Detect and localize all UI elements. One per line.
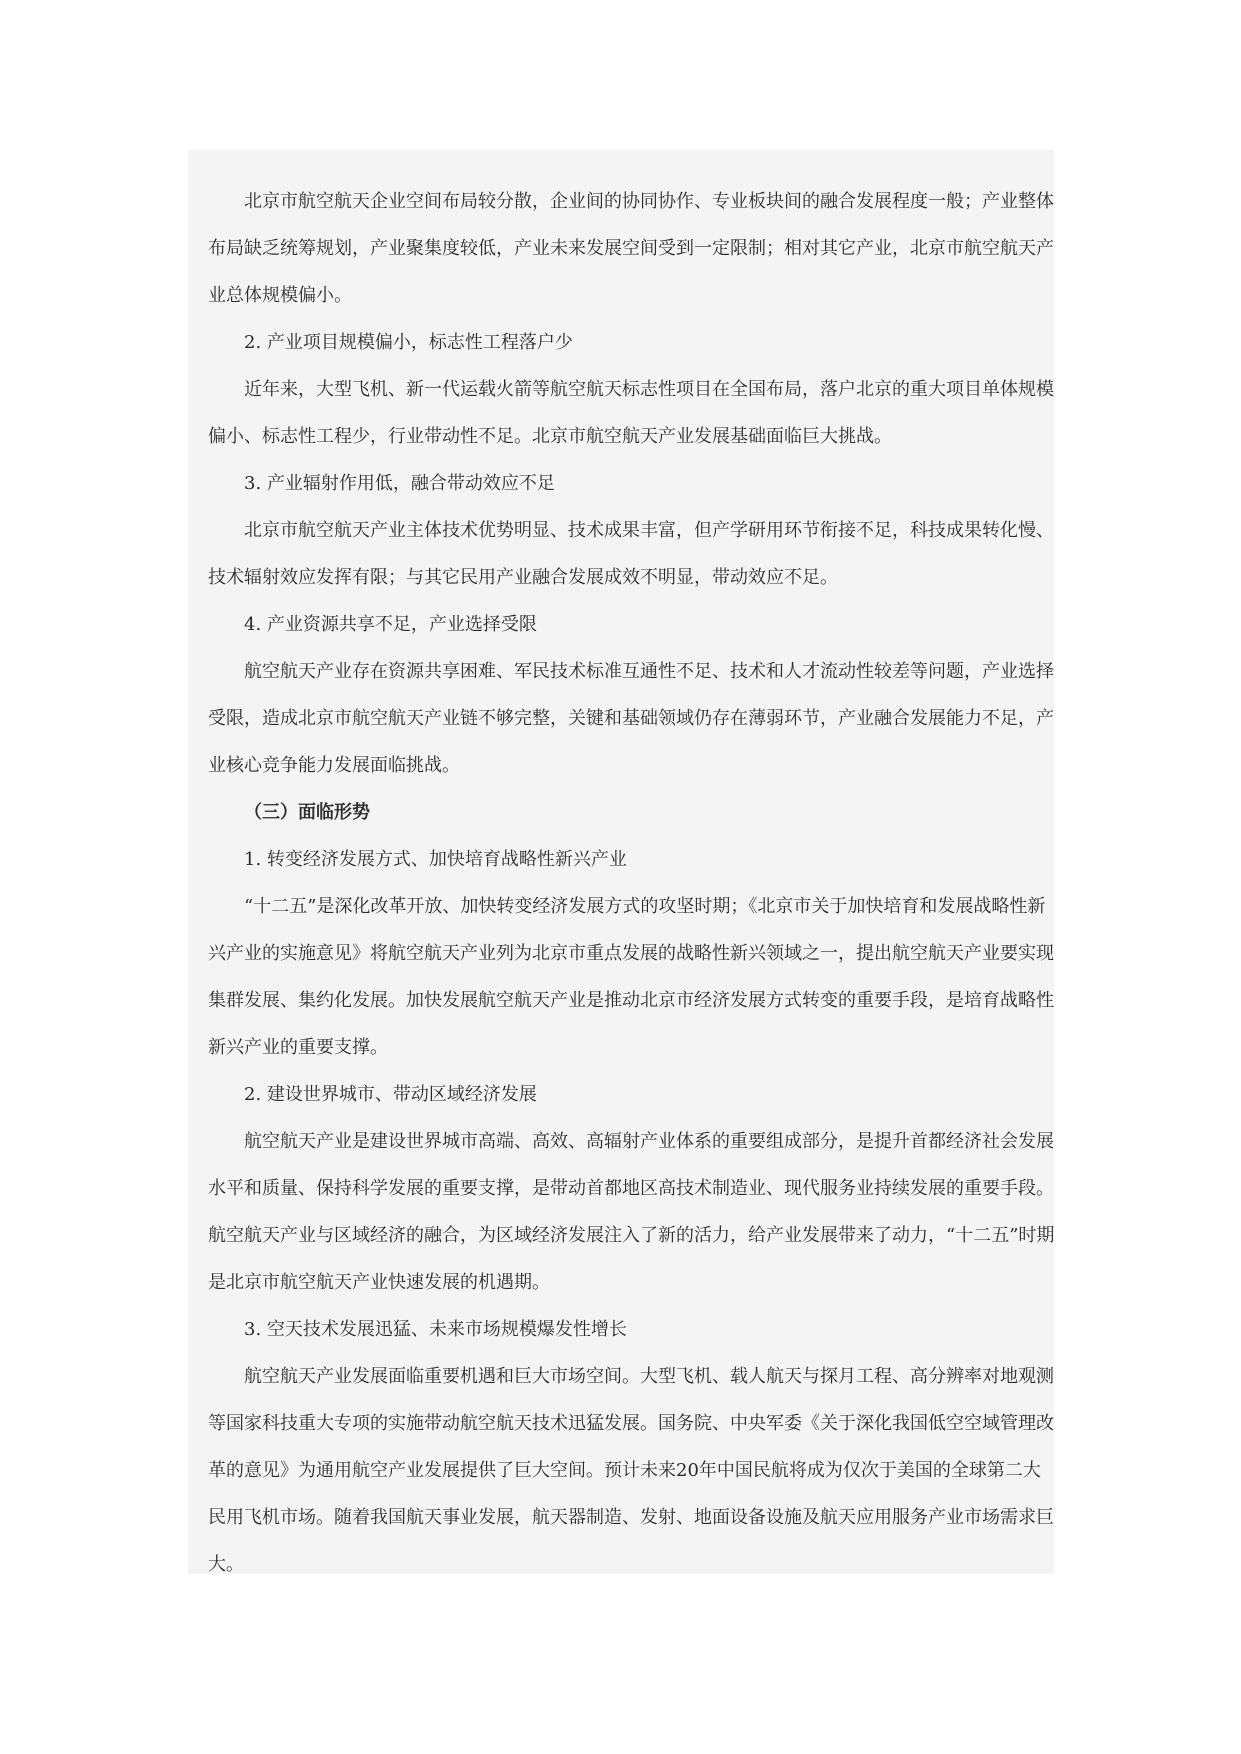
- paragraph: 北京市航空航天企业空间布局较分散，企业间的协同协作、专业板块间的融合发展程度一般；产业整体布局缺乏统筹规划，产业聚集度较低，产业未来发展空间受到一定限制；相对其它产业，北京市航空航天产业总体规模偏小。: [208, 191, 1054, 306]
- paragraph: “十二五”是深化改革开放、加快转变经济发展方式的攻坚时期；《北京市关于加快培育和发展战略性新兴产业的实施意见》将航空航天产业列为北京市重点发展的战略性新兴领域之一，提出航空航天产业要实现集群发展、集约化发展。加快发展航空航天产业是推动北京市经济发展方式转变的重要手段，是培育战略性新兴产业的重要支撑。: [208, 896, 1054, 1058]
- section-heading: （三）面临形势: [244, 802, 370, 823]
- subheading: 2. 产业项目规模偏小，标志性工程落户少: [244, 332, 573, 353]
- subheading: 3. 空天技术发展迅猛、未来市场规模爆发性增长: [244, 1319, 627, 1340]
- paragraph: 北京市航空航天产业主体技术优势明显、技术成果丰富，但产学研用环节衔接不足，科技成果转化慢、技术辐射效应发挥有限；与其它民用产业融合发展成效不明显，带动效应不足。: [208, 520, 1054, 588]
- paragraph: 航空航天产业发展面临重要机遇和巨大市场空间。大型飞机、载人航天与探月工程、高分辨率对地观测等国家科技重大专项的实施带动航空航天技术迅猛发展。国务院、中央军委《关于深化我国低空空域管理改革的意见》为通用航空产业发展提供了巨大空间。预计未来20年中国民航将成为仅次于美国的全球第二大民用飞机市场。随着我国航天事业发展，航天器制造、发射、地面设备设施及航天应用服务产业市场需求巨大。: [208, 1366, 1054, 1575]
- paragraph: 航空航天产业存在资源共享困难、军民技术标准互通性不足、技术和人才流动性较差等问题，产业选择受限，造成北京市航空航天产业链不够完整，关键和基础领域仍存在薄弱环节，产业融合发展能力不足，产业核心竞争能力发展面临挑战。: [208, 661, 1054, 776]
- subheading: 2. 建设世界城市、带动区域经济发展: [244, 1084, 537, 1105]
- document-body: [188, 150, 1054, 1574]
- subheading: 3. 产业辐射作用低，融合带动效应不足: [244, 473, 555, 494]
- paragraph: 航空航天产业是建设世界城市高端、高效、高辐射产业体系的重要组成部分，是提升首都经济社会发展水平和质量、保持科学发展的重要支撑，是带动首都地区高技术制造业、现代服务业持续发展的重要手段。航空航天产业与区域经济的融合，为区域经济发展注入了新的活力，给产业发展带来了动力，“十二五”时期是北京市航空航天产业快速发展的机遇期。: [208, 1131, 1055, 1293]
- subheading: 4. 产业资源共享不足，产业选择受限: [244, 614, 537, 635]
- paragraph: 近年来，大型飞机、新一代运载火箭等航空航天标志性项目在全国布局，落户北京的重大项目单体规模偏小、标志性工程少，行业带动性不足。北京市航空航天产业发展基础面临巨大挑战。: [208, 379, 1054, 447]
- subheading: 1. 转变经济发展方式、加快培育战略性新兴产业: [244, 849, 627, 870]
